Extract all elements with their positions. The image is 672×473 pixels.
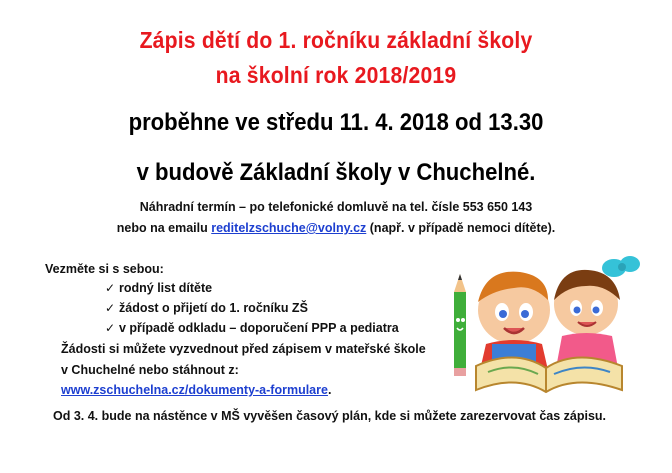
schedule-note: Od 3. 4. bude na nástěnce v MŠ vyvěšen časový plán, kde si můžete zarezervovat čas zápisu. bbox=[53, 409, 607, 423]
title-line-1: Zápis dětí do 1. ročníku základní školy bbox=[139, 27, 533, 53]
bring-label: Vezměte si s sebou: bbox=[45, 262, 164, 276]
alternative-email-suffix: (např. v případě nemoci dítěte). bbox=[366, 221, 556, 235]
list-item bbox=[105, 318, 399, 338]
alternative-email-line bbox=[0, 221, 672, 235]
headline-date: proběhne ve středu 11. 4. 2018 od 13.30 bbox=[128, 109, 544, 136]
list-item-label: rodný list dítěte bbox=[119, 281, 213, 295]
headline-location: v budově Základní školy v Chuchelné. bbox=[136, 159, 536, 186]
girl-icon bbox=[554, 256, 640, 368]
alternative-date-line: Náhradní termín – po telefonické domluvě na tel. čísle 553 650 143 bbox=[139, 200, 533, 214]
link-suffix: . bbox=[327, 383, 332, 397]
list-item-label: žádost o přijetí do 1. ročníku ZŠ bbox=[119, 301, 308, 315]
applications-line-2: v Chuchelné nebo stáhnout z: bbox=[61, 363, 239, 377]
title-line-2: na školní rok 2018/2019 bbox=[215, 62, 457, 88]
forms-link[interactable]: www.zschuchelna.cz/dokumenty-a-formulare bbox=[61, 383, 328, 397]
applications-line-1: Žádosti si můžete vyzvednout před zápisem v mateřské škole bbox=[61, 342, 426, 356]
bring-list bbox=[105, 278, 399, 338]
list-item bbox=[105, 278, 399, 298]
checkmark-icon: ✓ bbox=[105, 321, 116, 335]
checkmark-icon: ✓ bbox=[105, 281, 116, 295]
pencil-icon bbox=[454, 274, 466, 376]
alternative-email-prefix: nebo na emailu bbox=[116, 221, 212, 235]
email-link[interactable]: reditelzschuche@volny.cz bbox=[211, 221, 367, 235]
applications-link-line bbox=[61, 383, 331, 397]
list-item bbox=[105, 298, 399, 318]
checkmark-icon: ✓ bbox=[105, 301, 116, 315]
children-reading-book-illustration bbox=[436, 240, 646, 400]
book-icon bbox=[476, 357, 622, 392]
boy-icon bbox=[478, 272, 550, 370]
list-item-label: v případě odkladu – doporučení PPP a pediatra bbox=[119, 321, 399, 335]
